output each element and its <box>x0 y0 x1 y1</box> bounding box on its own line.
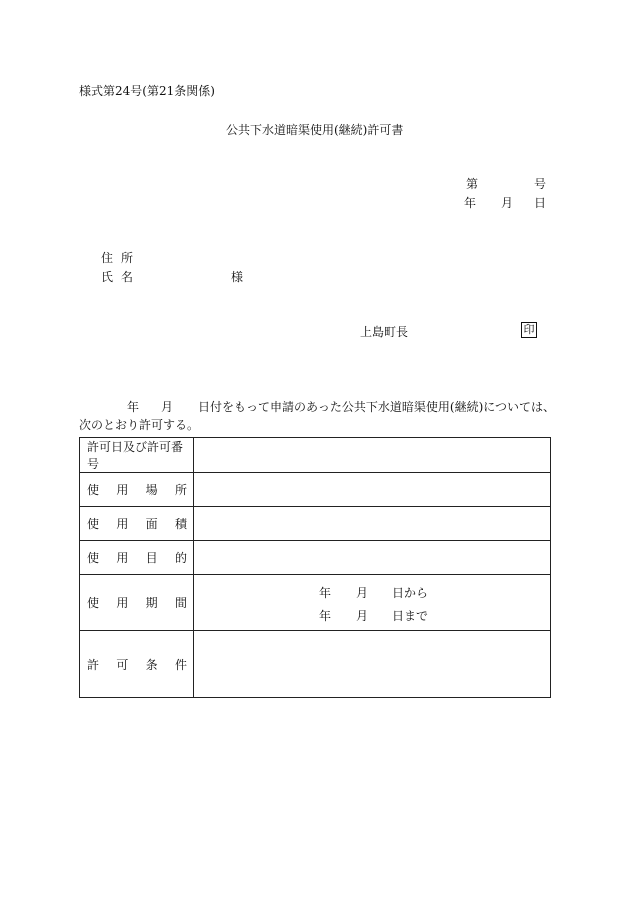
honorific-sama: 様 <box>231 270 244 284</box>
row-label-purpose <box>80 541 194 575</box>
period-to-day: 日まで <box>392 609 429 623</box>
row-label-permit-date-number: 許可日及び許可番号 <box>80 438 194 473</box>
form-number: 様式第24号(第21条関係) <box>79 84 215 98</box>
label-char: 間 <box>174 596 187 610</box>
label-char: 的 <box>174 551 187 565</box>
permit-details-table <box>79 437 551 698</box>
period-fields <box>194 575 550 630</box>
value-cell-purpose <box>194 541 551 575</box>
table-row <box>80 541 551 575</box>
document-title: 公共下水道暗渠使用(継続)許可書 <box>226 123 404 137</box>
document-number-line <box>466 175 546 192</box>
label-char: 期 <box>145 596 158 610</box>
label-char: 場 <box>145 483 158 497</box>
label-char: 所 <box>174 483 187 497</box>
label-char: 面 <box>145 517 158 531</box>
period-to-year: 年 <box>319 609 332 623</box>
label-char: 件 <box>174 657 187 672</box>
label-char: 用 <box>116 596 129 610</box>
body-text-line1 <box>127 398 556 415</box>
name-label: 氏名 <box>101 270 142 284</box>
address-label: 住所 <box>101 251 142 265</box>
label-char: 目 <box>145 551 158 565</box>
table-row <box>80 507 551 541</box>
label-char: 使 <box>87 517 100 531</box>
seal-mark: 印 <box>521 322 537 338</box>
label-char: 使 <box>87 483 100 497</box>
label-spread <box>87 549 187 566</box>
label-char: 積 <box>174 517 187 531</box>
label-spread <box>87 594 187 611</box>
row-label-location <box>80 473 194 507</box>
period-to-month: 月 <box>356 609 369 623</box>
value-cell-permit-date-number <box>194 438 551 473</box>
label-char: 可 <box>116 657 129 672</box>
value-cell-period <box>194 575 551 631</box>
table-row <box>80 438 551 473</box>
label-char: 条 <box>145 657 158 672</box>
period-from-day: 日から <box>392 586 429 600</box>
label-spread <box>87 515 187 532</box>
label-spread <box>87 656 187 673</box>
body-month: 月 <box>161 400 174 414</box>
value-cell-area <box>194 507 551 541</box>
number-prefix: 第 <box>466 177 479 191</box>
row-label-period <box>80 575 194 631</box>
table-row <box>80 473 551 507</box>
body-text-line2: 次のとおり許可する。 <box>79 418 200 432</box>
date-year: 年 <box>464 196 477 210</box>
body-year: 年 <box>127 400 140 414</box>
issuer-name: 上島町長 <box>360 325 409 339</box>
issue-date-line <box>464 194 546 211</box>
table-row <box>80 631 551 698</box>
number-suffix: 号 <box>533 177 546 191</box>
label-char: 用 <box>116 517 129 531</box>
row-label-conditions <box>80 631 194 698</box>
label-char: 用 <box>116 483 129 497</box>
label-char: 用 <box>116 551 129 565</box>
period-to-line <box>319 607 429 621</box>
table-row <box>80 575 551 631</box>
label-char: 使 <box>87 596 100 610</box>
date-month: 月 <box>501 196 514 210</box>
value-cell-conditions <box>194 631 551 698</box>
period-from-line <box>319 584 429 598</box>
period-from-month: 月 <box>356 586 369 600</box>
label-spread <box>87 481 187 498</box>
label-char: 許 <box>87 657 100 672</box>
body-text: 日付をもって申請のあった公共下水道暗渠使用(継続)については、 <box>198 400 556 414</box>
label-char: 使 <box>87 551 100 565</box>
date-day: 日 <box>533 196 546 210</box>
row-label-area <box>80 507 194 541</box>
value-cell-location <box>194 473 551 507</box>
period-from-year: 年 <box>319 586 332 600</box>
